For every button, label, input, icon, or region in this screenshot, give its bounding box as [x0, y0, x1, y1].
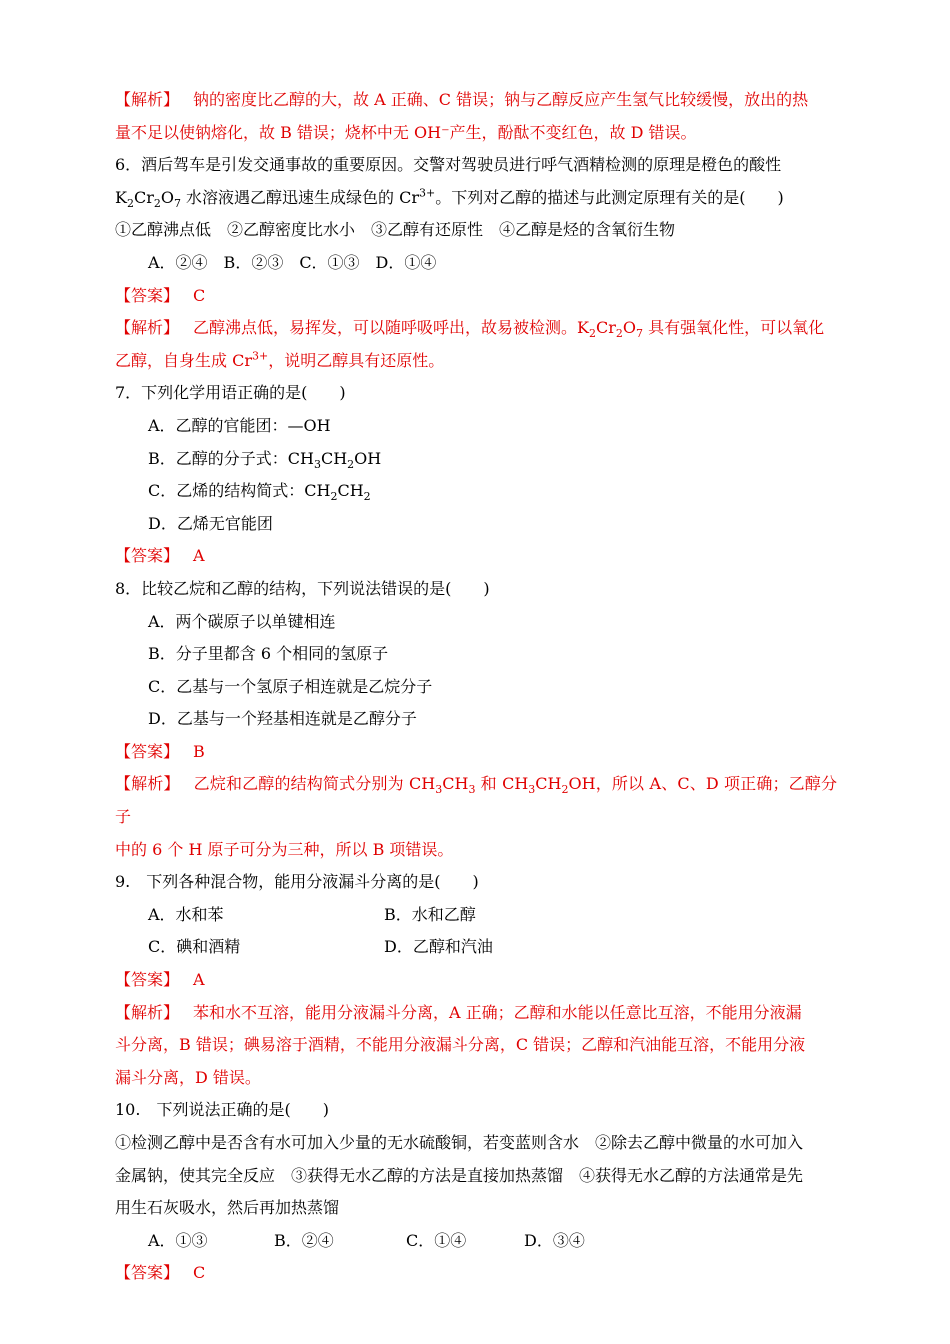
q8-analysis-line-1: 【解析】 乙烷和乙醇的结构简式分别为 $CH_3CH_3$ 和 $CH_3CH_2OH$，所以 A、C、D 项正确；乙醇分子 [115, 774, 837, 827]
prev-analysis-line-1: 【解析】 钠的密度比乙醇的大，故 A 正确、C 错误；钠与乙醇反应产生氢气比较缓慢，放出的热 [115, 90, 809, 109]
q9-answer-value: A [193, 970, 205, 990]
q9-option-d: D．乙醇和汽油 [384, 937, 493, 957]
prev-analysis-line-2: 量不足以使钠熔化，故 B 错误；烧杯中无 OH⁻产生，酚酞不变红色，故 D 错误。 [115, 122, 697, 142]
q7-answer-value: A [193, 546, 205, 566]
q9-analysis-line-3: 漏斗分离，D 错误。 [115, 1067, 261, 1087]
q6-options: A．②④ B．②③ C．①③ D．①④ [148, 252, 437, 272]
analysis-tag: 【解析】 [115, 774, 180, 794]
q7-stem: 7．下列化学用语正确的是( ) [115, 383, 346, 403]
q9-analysis-line-2: 斗分离，B 错误；碘易溶于酒精，不能用分液漏斗分离，C 错误；乙醇和汽油能互溶，不能用分液 [115, 1035, 806, 1055]
q10-answer [115, 1257, 837, 1290]
q6-stem-line-1: 6．酒后驾车是引发交通事故的重要原因。交警对驾驶员进行呼气酒精检测的原理是橙色的酸性 [115, 155, 782, 175]
q9-option-a: A．水和苯 [148, 904, 224, 924]
q9-options-row-2 [115, 931, 837, 964]
q7-option-d: D．乙烯无官能团 [148, 513, 273, 533]
answer-tag: 【答案】 [115, 285, 180, 305]
q9-option-b: B．水和乙醇 [384, 904, 476, 924]
analysis-tag: 【解析】 [115, 318, 180, 338]
q9-answer [115, 964, 837, 997]
q9-stem: 9. 下列各种混合物，能用分液漏斗分离的是( ) [115, 872, 479, 892]
q6-answer [115, 280, 837, 313]
answer-tag: 【答案】 [115, 970, 180, 990]
q8-option-d: D．乙基与一个羟基相连就是乙醇分子 [148, 709, 417, 729]
q9-option-c: C．碘和酒精 [148, 937, 241, 957]
q10-options [115, 1225, 837, 1258]
q10-stem: 10. 下列说法正确的是( ) [115, 1100, 329, 1120]
q7-option-c: C．乙烯的结构简式：$CH_2CH_2$ [148, 481, 371, 504]
q10-option-c: C．①④ [406, 1230, 467, 1250]
q8-option-a: A．两个碳原子以单键相连 [148, 611, 336, 631]
q9-analysis-line-1: 【解析】 苯和水不互溶，能用分液漏斗分离，A 正确；乙醇和水能以任意比互溶，不能用分液漏 [115, 1002, 802, 1022]
q8-option-b: B．分子里都含 6 个相同的氢原子 [148, 644, 389, 664]
q7-answer [115, 540, 837, 573]
q10-option-d: D．③④ [524, 1230, 585, 1250]
q7-option-b: B．乙醇的分子式：$CH_3CH_2OH$ [148, 448, 382, 471]
q6-statements: ①乙醇沸点低 ②乙醇密度比水小 ③乙醇有还原性 ④乙醇是烃的含氧衍生物 [115, 220, 676, 240]
q9-options-row-1 [115, 899, 837, 932]
q8-option-c: C．乙基与一个氢原子相连就是乙烷分子 [148, 676, 433, 696]
q10-option-b: B．②④ [274, 1230, 334, 1250]
answer-tag: 【答案】 [115, 741, 180, 761]
analysis-tag: 【解析】 [115, 90, 180, 109]
q10-body-line-1: ①检测乙醇中是否含有水可加入少量的无水硫酸铜，若变蓝则含水 ②除去乙醇中微量的水可加入 [115, 1133, 804, 1152]
q10-option-a: A．①③ [148, 1230, 208, 1250]
analysis-tag: 【解析】 [115, 1002, 180, 1022]
answer-tag: 【答案】 [115, 546, 180, 566]
q8-stem: 8．比较乙烷和乙醇的结构，下列说法错误的是( ) [115, 578, 490, 598]
q8-answer [115, 736, 837, 769]
q6-answer-value: C [193, 285, 206, 305]
answer-tag: 【答案】 [115, 1263, 180, 1283]
q8-answer-value: B [193, 741, 205, 761]
q10-body-line-2: 金属钠，使其完全反应 ③获得无水乙醇的方法是直接加热蒸馏 ④获得无水乙醇的方法通常是先 [115, 1165, 804, 1185]
q6-analysis-line-1: 【解析】 乙醇沸点低，易挥发，可以随呼吸呼出，故易被检测。$K_2Cr_2O_7$ 具有强氧化性，可以氧化 [115, 318, 825, 341]
q10-body-line-3: 用生石灰吸水，然后再加热蒸馏 [115, 1198, 340, 1218]
q10-answer-value: C [193, 1263, 206, 1283]
q7-option-a: A．乙醇的官能团：—OH [148, 415, 331, 435]
q6-analysis-line-2: 乙醇，自身生成 $Cr^{3+}$，说明乙醇具有还原性。 [115, 349, 445, 370]
document-page [115, 84, 837, 1290]
q8-analysis-line-2: 中的 6 个 H 原子可分为三种，所以 B 项错误。 [115, 839, 454, 859]
q6-stem-line-2: $K_2Cr_2O_7$ 水溶液遇乙醇迅速生成绿色的 $Cr^{3+}$。下列对乙醇的描述与此测定原理有关的是( ) [115, 186, 784, 210]
